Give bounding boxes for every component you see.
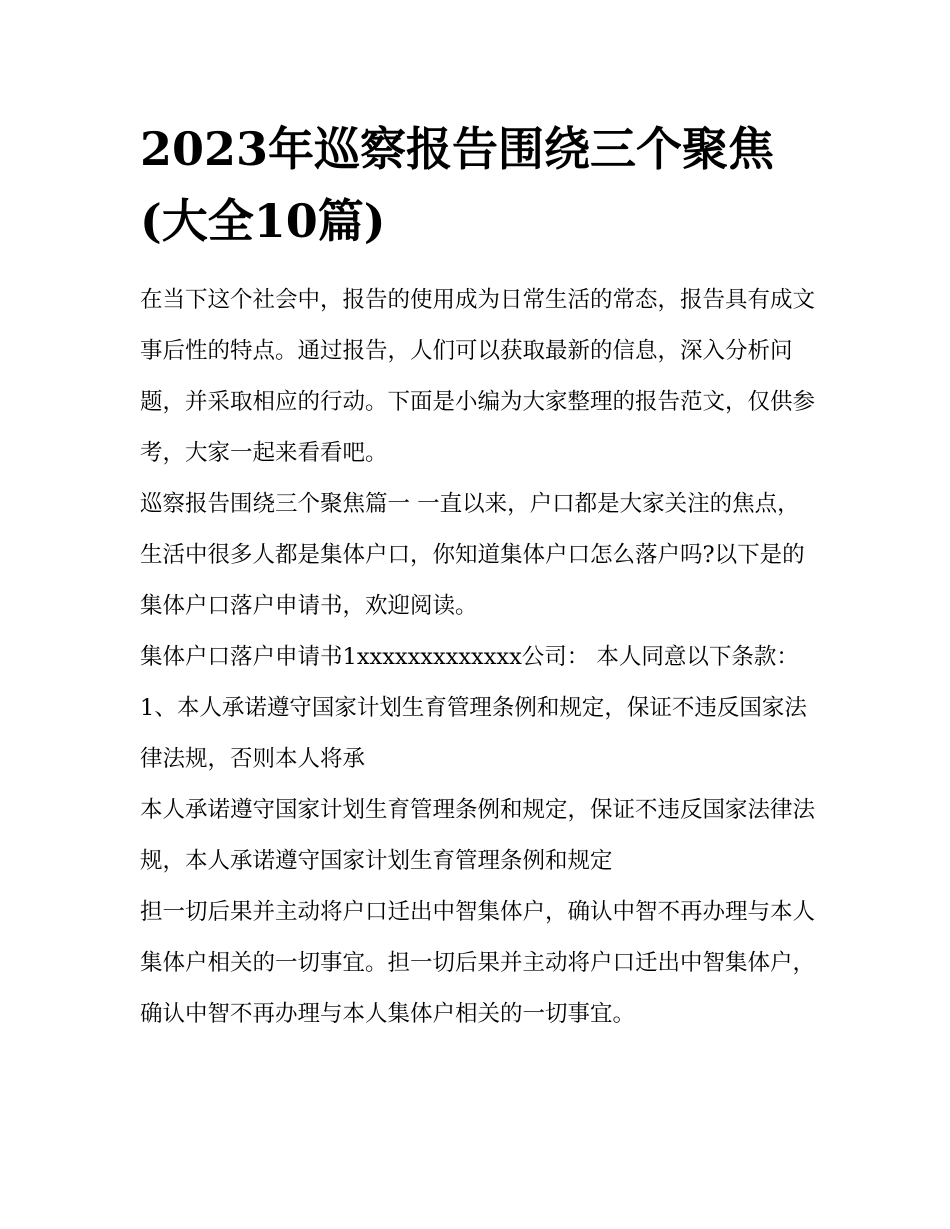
document-title: 2023年巡察报告围绕三个聚焦(大全10篇) bbox=[140, 122, 775, 248]
paragraph-application: 集体户口落户申请书1xxxxxxxxxxxxx公司： 本人同意以下条款： 1、本人承诺遵守国家计划生育管理条例和规定，保证不违反国家法律法规，否则本人将承 bbox=[140, 644, 807, 772]
paragraph-consequences: 担一切后果并主动将户口迁出中智集体户，确认中智不再办理与本人集体户相关的一切事宜。担一切后果并主动将户口迁出中智集体户，确认中智不再办理与本人集体户相关的一切事宜。 bbox=[140, 899, 816, 1027]
document-body bbox=[140, 275, 815, 1040]
paragraph-intro: 在当下这个社会中，报告的使用成为日常生活的常态，报告具有成文事后性的特点。通过报告，人们可以获取最新的信息，深入分析问题，并采取相应的行动。下面是小编为大家整理的报告范文，仅供参考，大家一起来看看吧。 bbox=[140, 287, 816, 466]
paragraph-commitment: 本人承诺遵守国家计划生育管理条例和规定，保证不违反国家法律法规，本人承诺遵守国家计划生育管理条例和规定 bbox=[140, 797, 816, 874]
paragraph-section-one: 巡察报告围绕三个聚焦篇一 一直以来，户口都是大家关注的焦点，生活中很多人都是集体户口，你知道集体户口怎么落户吗?以下是的集体户口落户申请书，欢迎阅读。 bbox=[140, 491, 805, 619]
